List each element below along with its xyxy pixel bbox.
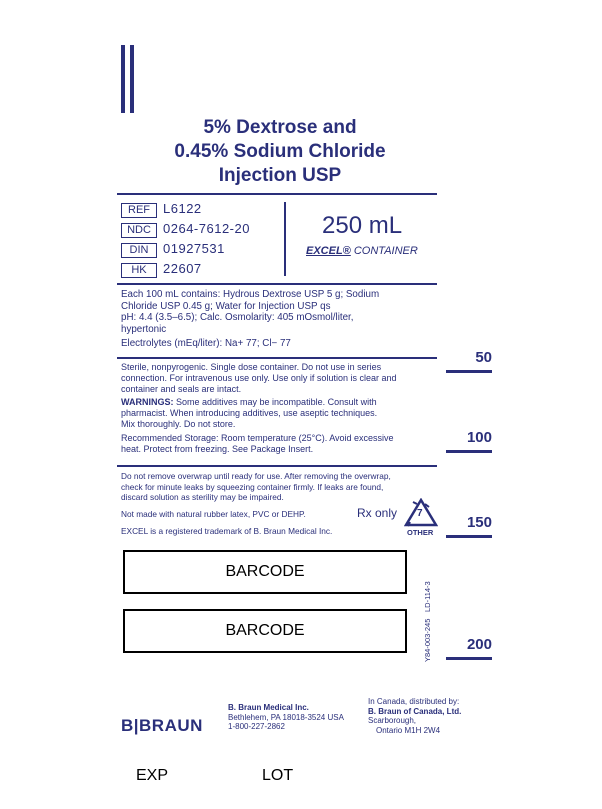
divider-top — [117, 193, 437, 195]
title-line-2: 0.45% Sodium Chloride — [174, 141, 386, 162]
code-label-hk: HK — [121, 263, 157, 278]
top-marker-bar-left — [121, 45, 125, 113]
canada-line-1: In Canada, distributed by: — [368, 697, 460, 706]
usage-line-3: container and seals are intact. — [121, 384, 242, 394]
container-word: CONTAINER — [353, 245, 418, 257]
divider-codes — [117, 283, 437, 285]
code-value-din: 01927531 — [163, 241, 225, 256]
product-title — [120, 116, 440, 188]
graduation-50: 50 — [475, 349, 492, 366]
graduation-100-mark — [446, 450, 492, 453]
manufacturer-name: B. Braun Medical Inc. — [228, 703, 309, 712]
composition-line-2: Chloride USP 0.45 g; Water for Injection USP qs — [121, 300, 331, 312]
canada-line-4: Ontario M1H 2W4 — [376, 725, 441, 735]
container-type — [306, 245, 418, 257]
code-divider — [284, 202, 286, 276]
trademark-statement: EXCEL is a registered trademark of B. Braun Medical Inc. — [121, 526, 333, 536]
composition-line-3: pH: 4.4 (3.5–6.5); Calc. Osmolarity: 405 mOsmol/liter, — [121, 312, 354, 323]
warnings-line-1 — [121, 397, 439, 408]
canada-line-2: B. Braun of Canada, Ltd. — [368, 706, 462, 716]
manufacturer-phone: 1-800-227-2862 — [228, 722, 285, 731]
warnings-text-1: Some additives may be incompatible. Consult with — [173, 397, 377, 407]
composition-block — [121, 289, 439, 350]
divider-usage — [117, 465, 437, 467]
graduation-150-mark — [446, 535, 492, 538]
code-label-ref: REF — [121, 203, 157, 218]
recycle-label: OTHER — [407, 528, 434, 537]
barcode-2: BARCODE — [123, 609, 407, 653]
braun-logo: B|BRAUN — [121, 716, 203, 735]
usage-block — [121, 362, 439, 455]
manufacturer-block — [228, 703, 344, 732]
side-code-2: Y84-003-245 — [423, 618, 432, 662]
warnings-label: WARNINGS: — [121, 397, 174, 407]
canada-block — [368, 697, 461, 735]
overwrap-block — [121, 471, 441, 503]
electrolytes-line: Electrolytes (mEq/liter): Na+ 77; Cl− 77 — [121, 338, 291, 349]
graduation-200-mark — [446, 657, 492, 660]
graduation-100: 100 — [466, 429, 492, 446]
graduation-50-mark — [446, 370, 492, 373]
composition-line-1: Each 100 mL contains: Hydrous Dextrose USP 5 g; Sodium — [121, 289, 380, 300]
latex-statement: Not made with natural rubber latex, PVC or DEHP. — [121, 509, 306, 519]
code-value-ndc: 0264-7612-20 — [163, 221, 250, 236]
title-line-1: 5% Dextrose and — [203, 117, 357, 138]
overwrap-line-2: check for minute leaks by squeezing container firmly. If leaks are found, — [121, 481, 384, 492]
excel-brand: EXCEL® — [306, 245, 351, 257]
usage-line-1: Sterile, nonpyrogenic. Single dose container. Do not use in series — [121, 362, 382, 372]
storage-line-2: heat. Protect from freezing. See Package Insert. — [121, 444, 314, 454]
code-value-hk: 22607 — [163, 261, 202, 276]
rx-only: Rx only — [357, 506, 398, 520]
usage-line-2: connection. For intravenous use only. Use only if solution is clear and — [121, 373, 397, 383]
manufacturer-city: Bethlehem, PA 18018-3524 USA — [228, 712, 344, 722]
canada-line-3: Scarborough, — [368, 716, 417, 725]
recycle-symbol — [404, 498, 438, 538]
overwrap-line-1: Do not remove overwrap until ready for use. After removing the overwrap, — [121, 471, 391, 481]
barcode-1: BARCODE — [123, 550, 407, 594]
lot-label: LOT — [262, 767, 294, 784]
side-code-1: LD-114-3 — [423, 581, 432, 612]
overwrap-line-3: discard solution as sterility may be impaired. — [121, 492, 284, 502]
code-value-ref: L6122 — [163, 201, 202, 216]
graduation-200: 200 — [466, 636, 492, 653]
recycle-number: 7 — [417, 508, 423, 519]
warnings-line-3: Mix thoroughly. Do not store. — [121, 419, 236, 429]
title-line-3: Injection USP — [218, 165, 342, 186]
graduation-150: 150 — [466, 514, 492, 531]
composition-line-4: hypertonic — [121, 323, 167, 335]
storage-line-1: Recommended Storage: Room temperature (25°C). Avoid excessive — [121, 433, 394, 443]
code-label-din: DIN — [121, 243, 157, 258]
code-label-ndc: NDC — [121, 223, 157, 238]
top-marker-bar-right — [130, 45, 134, 113]
divider-composition — [117, 357, 437, 359]
exp-label: EXP — [136, 767, 169, 784]
warnings-line-2: pharmacist. When introducing additives, use aseptic techniques. — [121, 408, 378, 418]
volume: 250 mL — [322, 212, 403, 239]
